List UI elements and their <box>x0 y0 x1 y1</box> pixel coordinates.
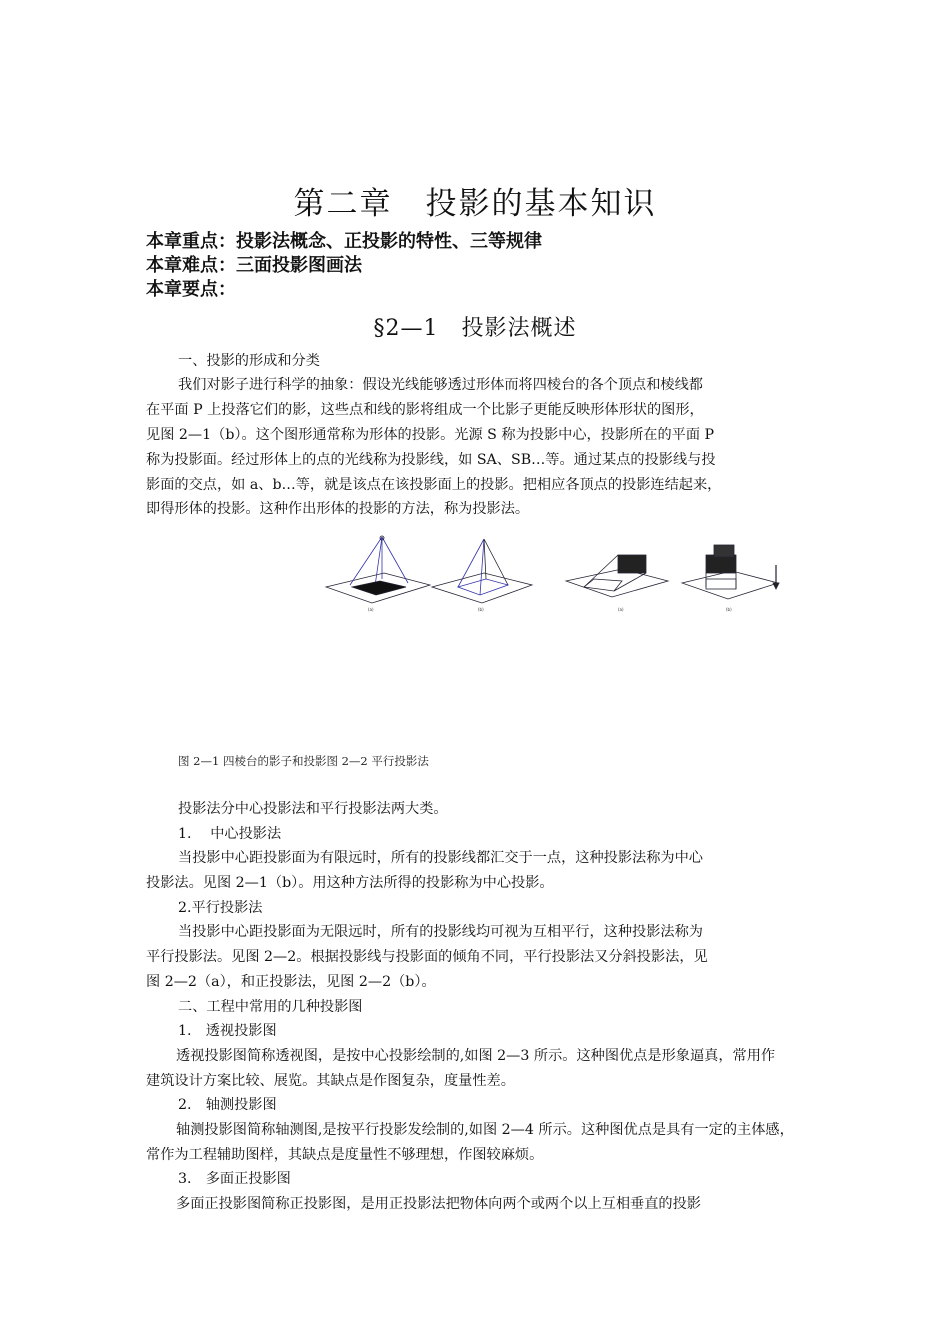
sub3-line: 多面正投影图简称正投影图，是用正投影法把物体向两个或两个以上互相垂直的投影 <box>176 1196 701 1212</box>
figure-label: (a) <box>368 607 374 612</box>
figure-label: (b) <box>726 607 732 612</box>
figure-oblique-projection <box>566 555 668 597</box>
projection-figures <box>322 535 792 615</box>
para2: 投影法分中心投影法和平行投影法两大类。 <box>178 801 448 817</box>
projection-plane-h <box>566 569 668 597</box>
chapter-difficulty: 本章难点：三面投影图画法 <box>146 255 362 276</box>
para1-line: 在平面 P 上投落它们的影，这些点和线的影将组成一个比影子更能反映形体形状的图形， <box>146 402 704 418</box>
sub2-line: 轴测投影图简称轴测图,是按平行投影发绘制的,如图 2—4 所示。这种图优点是具有一定的主体感， <box>176 1122 794 1138</box>
item2-line: 当投影中心距投影面为无限远时，所有的投影线均可视为互相平行，这种投影法称为 <box>178 924 703 940</box>
figure-pyramid-projection <box>432 539 532 603</box>
chapter-title: 第二章 投影的基本知识 <box>293 186 657 222</box>
section-title: §2—1 投影法概述 <box>373 316 577 341</box>
figure-pyramid-shadow <box>326 536 430 603</box>
chapter-essentials: 本章要点： <box>146 279 236 300</box>
item1-heading: 1. 中心投影法 <box>178 826 282 842</box>
item2-line: 平行投影法。见图 2—2。根据投影线与投影面的倾角不同，平行投影法又分斜投影法，见 <box>146 949 708 965</box>
part1-heading: 一、投影的形成和分类 <box>178 353 320 369</box>
para1-line: 称为投影面。经过形体上的点的光线称为投影线，如 SA、SB…等。通过某点的投影线与投 <box>146 452 716 468</box>
figure-orthographic-projection <box>682 545 779 599</box>
para1-line: 我们对影子进行科学的抽象：假设光线能够透过形体而将四棱台的各个顶点和棱线都 <box>178 377 703 393</box>
para1-line: 影面的交点，如 a、b…等，就是该点在该投影面上的投影。把相应各顶点的投影连结起来， <box>146 477 722 493</box>
item1-line: 投影法。见图 2—1（b）。用这种方法所得的投影称为中心投影。 <box>146 875 554 891</box>
para1-line: 见图 2—1（b）。这个图形通常称为形体的投影。光源 S 称为投影中心，投影所在的平面 P <box>146 427 715 443</box>
sub1-line: 透视投影图简称透视图，是按中心投影绘制的,如图 2—3 所示。这种图优点是形象逼真，常用作 <box>176 1048 776 1064</box>
sub3-heading: 3. 多面正投影图 <box>178 1171 291 1187</box>
item2-heading: 2.平行投影法 <box>178 900 263 916</box>
figure-label: (b) <box>478 607 484 612</box>
sub2-line: 常作为工程辅助图样，其缺点是度量性不够理想，作图较麻烦。 <box>146 1147 544 1163</box>
sub1-line: 建筑设计方案比较、展览。其缺点是作图复杂，度量性差。 <box>146 1073 515 1089</box>
sub2-heading: 2. 轴测投影图 <box>178 1097 277 1113</box>
para1-line: 即得形体的投影。这种作出形体的投影的方法，称为投影法。 <box>146 501 530 517</box>
figure-label: (a) <box>618 607 624 612</box>
sub1-heading: 1. 透视投影图 <box>178 1023 277 1039</box>
part2-heading: 二、工程中常用的几种投影图 <box>178 999 363 1015</box>
item2-line: 图 2—2（a），和正投影法，见图 2—2（b）。 <box>146 974 436 990</box>
chapter-focus: 本章重点：投影法概念、正投影的特性、三等规律 <box>146 231 542 252</box>
projection-plane-p <box>432 573 532 603</box>
item1-line: 当投影中心距投影面为有限远时，所有的投影线都汇交于一点，这种投影法称为中心 <box>178 850 703 866</box>
projection-plane-h <box>682 571 778 599</box>
figure-caption: 图 2—1 四棱台的影子和投影图 2—2 平行投影法 <box>178 754 429 768</box>
